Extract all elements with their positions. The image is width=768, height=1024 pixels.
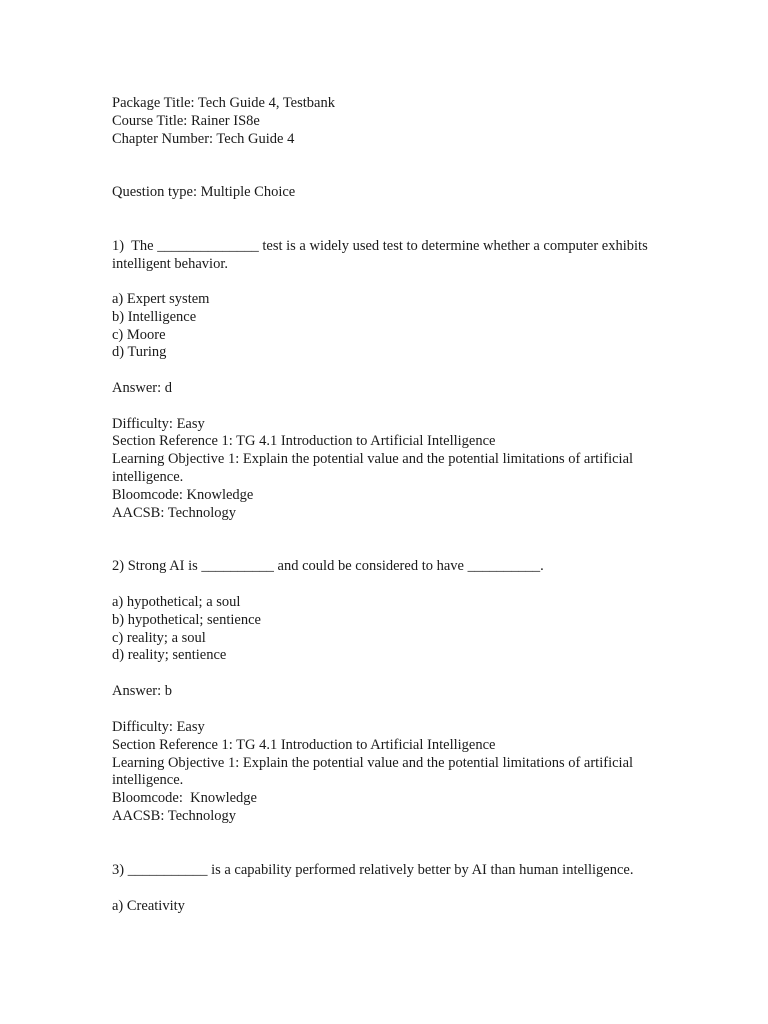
question-1-answer: Answer: d: [112, 380, 173, 396]
question-1-bloomcode: Bloomcode: Knowledge: [112, 487, 254, 503]
question-2-option-c: c) reality; a soul: [112, 630, 206, 646]
question-2-difficulty: Difficulty: Easy: [112, 719, 205, 735]
question-1-aacsb: AACSB: Technology: [112, 505, 236, 521]
question-1-stem: 1) The ______________ test is a widely used test to determine whether a computer exhibits: [112, 238, 648, 254]
question-2-option-b: b) hypothetical; sentience: [112, 612, 261, 628]
question-1-option-b: b) Intelligence: [112, 309, 197, 325]
question-2-option-a: a) hypothetical; a soul: [112, 594, 241, 610]
question-2-answer: Answer: b: [112, 683, 173, 699]
question-2-stem: 2) Strong AI is __________ and could be considered to have __________.: [112, 558, 544, 574]
question-1-difficulty: Difficulty: Easy: [112, 416, 205, 432]
question-2-learning-objective-cont: intelligence.: [112, 772, 184, 788]
question-3-stem: 3) ___________ is a capability performed relatively better by AI than human intelligence.: [112, 862, 634, 878]
question-1-option-c: c) Moore: [112, 327, 166, 343]
question-1-learning-objective: Learning Objective 1: Explain the potential value and the potential limitations of artificial: [112, 451, 634, 467]
question-type: Question type: Multiple Choice: [112, 184, 296, 200]
chapter-number: Chapter Number: Tech Guide 4: [112, 131, 295, 147]
question-2-bloomcode: Bloomcode: Knowledge: [112, 790, 257, 806]
question-1-section-reference: Section Reference 1: TG 4.1 Introduction to Artificial Intelligence: [112, 433, 496, 449]
question-2-aacsb: AACSB: Technology: [112, 808, 236, 824]
question-2-option-d: d) reality; sentience: [112, 647, 227, 663]
question-2-section-reference: Section Reference 1: TG 4.1 Introduction to Artificial Intelligence: [112, 737, 496, 753]
course-title: Course Title: Rainer IS8e: [112, 113, 260, 129]
question-3-option-a: a) Creativity: [112, 898, 185, 914]
question-1-option-d: d) Turing: [112, 344, 167, 360]
question-2-learning-objective: Learning Objective 1: Explain the potential value and the potential limitations of artificial: [112, 755, 634, 771]
question-1-learning-objective-cont: intelligence.: [112, 469, 184, 485]
package-title: Package Title: Tech Guide 4, Testbank: [112, 95, 335, 111]
question-1-option-a: a) Expert system: [112, 291, 210, 307]
question-1-stem-cont: intelligent behavior.: [112, 256, 228, 272]
